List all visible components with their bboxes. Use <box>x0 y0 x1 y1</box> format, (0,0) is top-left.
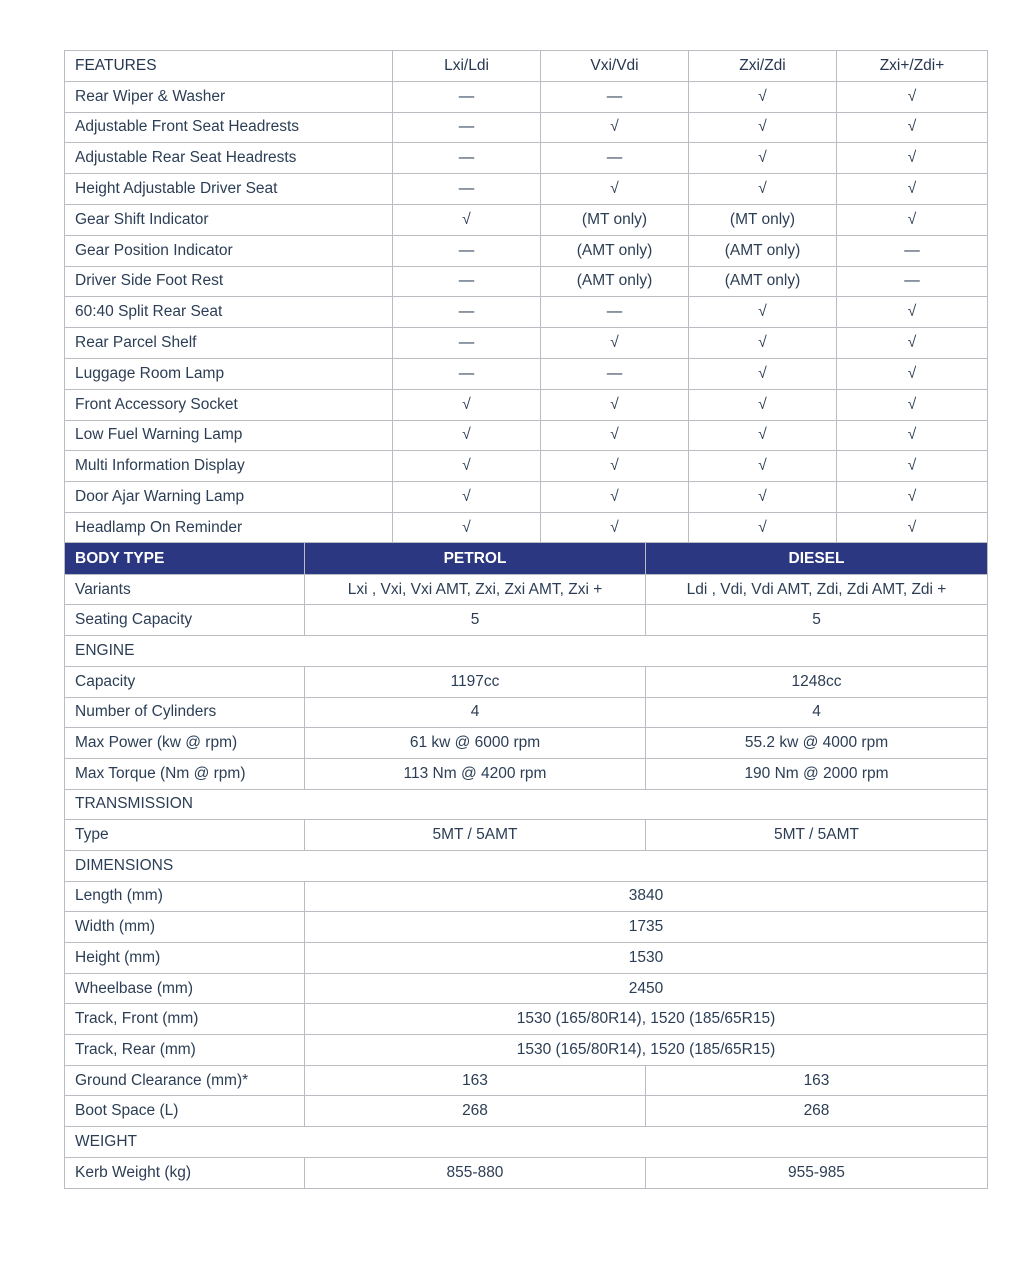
feature-availability: √ <box>393 451 541 482</box>
feature-availability: √ <box>689 389 837 420</box>
diesel-value: 1248cc <box>646 666 988 697</box>
feature-availability: √ <box>837 204 988 235</box>
table-row <box>65 1096 988 1127</box>
spec-label: Number of Cylinders <box>65 697 305 728</box>
feature-name: Headlamp On Reminder <box>65 512 393 543</box>
table-row <box>65 881 988 912</box>
diesel-value: 955-985 <box>646 1157 988 1188</box>
feature-availability: — <box>393 81 541 112</box>
col-lxi-ldi: Lxi/Ldi <box>393 51 541 82</box>
col-zxi-zdi: Zxi/Zdi <box>689 51 837 82</box>
section-title-weight: WEIGHT <box>65 1127 988 1158</box>
spec-label: Type <box>65 820 305 851</box>
section-row <box>65 636 988 667</box>
feature-name: Rear Wiper & Washer <box>65 81 393 112</box>
petrol-value: 855-880 <box>305 1157 646 1188</box>
table-row <box>65 389 988 420</box>
spec-label: Boot Space (L) <box>65 1096 305 1127</box>
table-row <box>65 820 988 851</box>
spec-label: Capacity <box>65 666 305 697</box>
shared-value: 1530 <box>305 943 988 974</box>
spec-label: Length (mm) <box>65 881 305 912</box>
feature-availability: √ <box>689 328 837 359</box>
feature-availability: √ <box>837 112 988 143</box>
feature-availability: √ <box>689 420 837 451</box>
feature-availability: — <box>393 266 541 297</box>
features-table <box>64 50 988 544</box>
feature-name: Gear Shift Indicator <box>65 204 393 235</box>
petrol-value: 4 <box>305 697 646 728</box>
spec-table <box>64 542 988 1188</box>
feature-availability: — <box>393 358 541 389</box>
diesel-value: 4 <box>646 697 988 728</box>
diesel-value: 55.2 kw @ 4000 rpm <box>646 728 988 759</box>
shared-value: 1735 <box>305 912 988 943</box>
feature-availability: √ <box>689 451 837 482</box>
body-type-header: BODY TYPE <box>65 543 305 575</box>
feature-name: 60:40 Split Rear Seat <box>65 297 393 328</box>
table-row <box>65 112 988 143</box>
feature-availability: — <box>393 297 541 328</box>
feature-availability: — <box>393 174 541 205</box>
feature-availability: √ <box>541 482 689 513</box>
diesel-value: 268 <box>646 1096 988 1127</box>
features-header: FEATURES <box>65 51 393 82</box>
feature-availability: √ <box>541 112 689 143</box>
section-title-transmission: TRANSMISSION <box>65 789 988 820</box>
table-row <box>65 235 988 266</box>
spec-sheet <box>64 50 987 1189</box>
petrol-value: 1197cc <box>305 666 646 697</box>
feature-availability: √ <box>541 389 689 420</box>
feature-availability: (AMT only) <box>689 235 837 266</box>
diesel-value: 190 Nm @ 2000 rpm <box>646 758 988 789</box>
features-header-row <box>65 51 988 82</box>
spec-label: Track, Rear (mm) <box>65 1035 305 1066</box>
feature-availability: √ <box>837 81 988 112</box>
section-title-engine: ENGINE <box>65 636 988 667</box>
feature-availability: √ <box>837 482 988 513</box>
feature-availability: — <box>541 143 689 174</box>
feature-availability: √ <box>837 297 988 328</box>
feature-availability: √ <box>837 358 988 389</box>
feature-name: Low Fuel Warning Lamp <box>65 420 393 451</box>
table-row <box>65 973 988 1004</box>
feature-availability: √ <box>393 512 541 543</box>
feature-availability: √ <box>541 328 689 359</box>
spec-label: Height (mm) <box>65 943 305 974</box>
spec-label: Ground Clearance (mm)* <box>65 1065 305 1096</box>
feature-availability: √ <box>393 204 541 235</box>
table-row <box>65 1004 988 1035</box>
table-row <box>65 943 988 974</box>
diesel-value: Ldi , Vdi, Vdi AMT, Zdi, Zdi AMT, Zdi + <box>646 574 988 605</box>
table-row <box>65 420 988 451</box>
table-row <box>65 1157 988 1188</box>
feature-availability: √ <box>393 389 541 420</box>
spec-label: Kerb Weight (kg) <box>65 1157 305 1188</box>
table-row <box>65 143 988 174</box>
feature-availability: √ <box>689 512 837 543</box>
feature-availability: — <box>541 81 689 112</box>
feature-availability: √ <box>541 174 689 205</box>
table-row <box>65 728 988 759</box>
feature-availability: √ <box>837 389 988 420</box>
feature-availability: √ <box>837 512 988 543</box>
spec-label: Seating Capacity <box>65 605 305 636</box>
petrol-value: Lxi , Vxi, Vxi AMT, Zxi, Zxi AMT, Zxi + <box>305 574 646 605</box>
table-row <box>65 81 988 112</box>
shared-value: 1530 (165/80R14), 1520 (185/65R15) <box>305 1004 988 1035</box>
feature-availability: √ <box>689 112 837 143</box>
table-row <box>65 266 988 297</box>
feature-availability: — <box>837 266 988 297</box>
diesel-value: 163 <box>646 1065 988 1096</box>
feature-availability: √ <box>393 420 541 451</box>
table-row <box>65 297 988 328</box>
feature-availability: √ <box>837 451 988 482</box>
feature-availability: √ <box>689 174 837 205</box>
feature-name: Driver Side Foot Rest <box>65 266 393 297</box>
spec-label: Variants <box>65 574 305 605</box>
shared-value: 3840 <box>305 881 988 912</box>
features-body <box>65 81 988 543</box>
feature-availability: √ <box>541 451 689 482</box>
feature-availability: — <box>393 143 541 174</box>
feature-availability: — <box>393 112 541 143</box>
feature-name: Rear Parcel Shelf <box>65 328 393 359</box>
feature-name: Door Ajar Warning Lamp <box>65 482 393 513</box>
feature-availability: √ <box>837 143 988 174</box>
col-zxi-plus-zdi-plus: Zxi+/Zdi+ <box>837 51 988 82</box>
table-row <box>65 605 988 636</box>
petrol-value: 61 kw @ 6000 rpm <box>305 728 646 759</box>
table-row <box>65 574 988 605</box>
shared-value: 1530 (165/80R14), 1520 (185/65R15) <box>305 1035 988 1066</box>
feature-name: Multi Information Display <box>65 451 393 482</box>
diesel-header: DIESEL <box>646 543 988 575</box>
feature-availability: — <box>837 235 988 266</box>
table-row <box>65 512 988 543</box>
section-row <box>65 789 988 820</box>
section-row <box>65 850 988 881</box>
feature-availability: √ <box>689 482 837 513</box>
feature-availability: √ <box>837 420 988 451</box>
feature-availability: — <box>393 235 541 266</box>
spec-label: Max Torque (Nm @ rpm) <box>65 758 305 789</box>
feature-availability: (AMT only) <box>689 266 837 297</box>
table-row <box>65 1035 988 1066</box>
table-row <box>65 666 988 697</box>
section-row <box>65 1127 988 1158</box>
feature-availability: (MT only) <box>689 204 837 235</box>
petrol-value: 5MT / 5AMT <box>305 820 646 851</box>
table-row <box>65 204 988 235</box>
petrol-header: PETROL <box>305 543 646 575</box>
feature-name: Front Accessory Socket <box>65 389 393 420</box>
table-row <box>65 482 988 513</box>
feature-name: Adjustable Front Seat Headrests <box>65 112 393 143</box>
feature-availability: — <box>541 297 689 328</box>
spec-header-row <box>65 543 988 575</box>
petrol-value: 5 <box>305 605 646 636</box>
feature-availability: √ <box>393 482 541 513</box>
feature-availability: √ <box>689 297 837 328</box>
feature-availability: √ <box>837 174 988 205</box>
petrol-value: 113 Nm @ 4200 rpm <box>305 758 646 789</box>
spec-label: Width (mm) <box>65 912 305 943</box>
feature-availability: √ <box>837 328 988 359</box>
spec-label: Max Power (kw @ rpm) <box>65 728 305 759</box>
table-row <box>65 174 988 205</box>
petrol-value: 268 <box>305 1096 646 1127</box>
diesel-value: 5 <box>646 605 988 636</box>
feature-availability: (MT only) <box>541 204 689 235</box>
table-row <box>65 358 988 389</box>
spec-label: Track, Front (mm) <box>65 1004 305 1035</box>
petrol-value: 163 <box>305 1065 646 1096</box>
feature-name: Luggage Room Lamp <box>65 358 393 389</box>
feature-availability: √ <box>541 420 689 451</box>
feature-availability: √ <box>689 81 837 112</box>
section-title-dimensions: DIMENSIONS <box>65 850 988 881</box>
feature-availability: √ <box>541 512 689 543</box>
feature-name: Gear Position Indicator <box>65 235 393 266</box>
table-row <box>65 697 988 728</box>
feature-availability: — <box>393 328 541 359</box>
feature-availability: (AMT only) <box>541 235 689 266</box>
feature-availability: — <box>541 358 689 389</box>
table-row <box>65 451 988 482</box>
shared-value: 2450 <box>305 973 988 1004</box>
feature-availability: (AMT only) <box>541 266 689 297</box>
feature-availability: √ <box>689 143 837 174</box>
table-row <box>65 328 988 359</box>
table-row <box>65 758 988 789</box>
feature-availability: √ <box>689 358 837 389</box>
feature-name: Height Adjustable Driver Seat <box>65 174 393 205</box>
col-vxi-vdi: Vxi/Vdi <box>541 51 689 82</box>
spec-label: Wheelbase (mm) <box>65 973 305 1004</box>
table-row <box>65 912 988 943</box>
diesel-value: 5MT / 5AMT <box>646 820 988 851</box>
feature-name: Adjustable Rear Seat Headrests <box>65 143 393 174</box>
table-row <box>65 1065 988 1096</box>
